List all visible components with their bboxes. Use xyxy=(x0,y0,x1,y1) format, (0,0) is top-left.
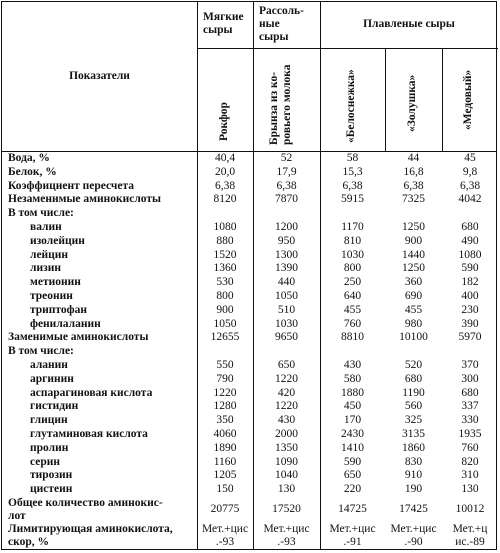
cell: 10100 xyxy=(399,331,428,344)
cell: 760 xyxy=(461,441,479,454)
cell: 1220 xyxy=(275,372,298,385)
cell: 300 xyxy=(461,372,479,385)
cell: 650 xyxy=(343,469,362,482)
row-label: аланин xyxy=(30,359,68,371)
cell: 640 xyxy=(343,290,362,302)
cell: 8120 xyxy=(213,193,237,206)
cell: 650 xyxy=(277,359,296,371)
cell: 1860 xyxy=(402,441,425,454)
cell: 1205 xyxy=(213,469,237,482)
cell: 6,38 xyxy=(403,179,424,192)
cell: 455 xyxy=(343,303,362,316)
header-divider xyxy=(197,48,498,49)
cell: 4042 xyxy=(458,193,482,206)
cell: 8810 xyxy=(341,331,364,344)
cell: 1090 xyxy=(275,455,298,468)
column-zolushka: «Золушка» xyxy=(406,74,418,132)
cell: 900 xyxy=(216,303,234,316)
row-label: серин xyxy=(30,455,60,468)
cell: 20775 xyxy=(210,503,240,515)
cell: 2430 xyxy=(341,428,364,440)
cell: 130 xyxy=(277,483,296,496)
row-label: Коэффициент пересчета xyxy=(8,179,134,192)
cell: 52 xyxy=(280,152,293,164)
cell: 220 xyxy=(343,483,362,496)
amino-acid-table xyxy=(1,1,497,550)
row-label: валин xyxy=(30,221,62,233)
cell: 1440 xyxy=(402,248,425,261)
row-label: аргинин xyxy=(30,372,74,385)
column-brynza: Брынза из ко-ровьего молока xyxy=(268,64,293,145)
cell: 680 xyxy=(461,386,479,399)
table-row-total xyxy=(2,497,496,523)
cell: 510 xyxy=(277,303,296,316)
row-label: Вода, % xyxy=(8,152,50,164)
cell: 17425 xyxy=(399,503,428,515)
cell: Мет.+цис xyxy=(329,523,376,535)
column-medovyi: «Медовый» xyxy=(462,69,474,130)
cell: 1170 xyxy=(341,221,364,233)
cell: 490 xyxy=(461,234,479,247)
cell: 680 xyxy=(461,221,479,233)
cell: 520 xyxy=(404,359,423,371)
cell: 360 xyxy=(404,276,423,289)
cell: 950 xyxy=(277,234,296,247)
cell: 1030 xyxy=(341,248,364,261)
row-label: Общее количество аминокис- xyxy=(8,497,163,509)
cell: 17,9 xyxy=(276,165,297,178)
cell: 5970 xyxy=(458,331,482,344)
row-label: изолейцин xyxy=(30,234,85,247)
row-label: лизин xyxy=(30,262,61,275)
cell: 800 xyxy=(343,262,362,275)
cell: 10012 xyxy=(455,503,485,515)
cell: 1890 xyxy=(213,441,237,454)
cell: 1935 xyxy=(458,428,482,440)
brine-cheeses-header: Рассоль-ные сыры xyxy=(259,5,304,43)
cell: 1250 xyxy=(402,221,425,233)
cell: 810 xyxy=(343,234,362,247)
row-label: фенилаланин xyxy=(30,317,101,330)
cell: 130 xyxy=(461,483,479,496)
cell: 530 xyxy=(216,276,234,289)
cell: 800 xyxy=(216,290,234,302)
cell: 310 xyxy=(461,469,479,482)
cell: 1410 xyxy=(341,441,364,454)
cell: 3135 xyxy=(402,428,425,440)
cell: 830 xyxy=(404,455,423,468)
cell: 980 xyxy=(404,317,423,330)
cell: 6,38 xyxy=(276,179,297,192)
row-label: В том числе: xyxy=(8,207,74,220)
cell: 7870 xyxy=(275,193,298,206)
cell: 58 xyxy=(346,152,359,164)
cell: ис.-89 xyxy=(455,536,485,548)
row-label: пролин xyxy=(30,441,69,454)
cell: Мет.+цис xyxy=(201,523,249,535)
cell: .-91 xyxy=(343,536,362,548)
row-label: глутаминовая кислота xyxy=(30,428,148,440)
cell: 1350 xyxy=(275,441,298,454)
cell: 1080 xyxy=(458,248,482,261)
cell: 1050 xyxy=(213,317,237,330)
cell: 4060 xyxy=(213,428,237,440)
cell: 440 xyxy=(277,276,296,289)
cell: 15,3 xyxy=(342,165,363,178)
cell: 9650 xyxy=(275,331,298,344)
row-label: цистеин xyxy=(30,483,73,496)
cell: 420 xyxy=(277,386,296,399)
cell: 790 xyxy=(216,372,234,385)
cell: 182 xyxy=(461,276,479,289)
cell: 1300 xyxy=(275,248,298,261)
column-roquefort: Рокфор xyxy=(218,102,230,141)
row-label: треонин xyxy=(30,290,73,302)
cell: 230 xyxy=(461,303,479,316)
cell: 1520 xyxy=(213,248,237,261)
cell: 580 xyxy=(343,372,362,385)
cell: 9,8 xyxy=(462,165,478,178)
cell: 1880 xyxy=(341,386,364,399)
cell: 400 xyxy=(461,290,479,302)
cell: 1030 xyxy=(275,317,298,330)
cell: 1050 xyxy=(275,290,298,302)
cell: 20,0 xyxy=(214,165,236,178)
cell: 1220 xyxy=(275,400,298,413)
cell: 1360 xyxy=(213,262,237,275)
cell: 880 xyxy=(216,234,234,247)
cell: 6,38 xyxy=(459,179,481,192)
cell: 17520 xyxy=(272,503,301,515)
cell: 6,38 xyxy=(214,179,236,192)
cell: 1200 xyxy=(275,221,298,233)
column-belosnezhka: «Белоснежка» xyxy=(345,69,357,143)
soft-cheeses-header: Мягкие сыры xyxy=(203,11,244,36)
cell: 44 xyxy=(407,152,420,164)
processed-cheeses-header: Плавленые сыры xyxy=(363,18,455,30)
row-label: лейцин xyxy=(30,248,69,261)
cell: 430 xyxy=(277,414,296,427)
row-label: Заменимые аминокислоты xyxy=(8,331,149,344)
row-label: аспарагиновая кислота xyxy=(30,386,153,399)
cell: Мет.+ц xyxy=(452,523,488,535)
cell: 680 xyxy=(404,372,423,385)
row-label: лот xyxy=(8,510,26,522)
cell: 1160 xyxy=(213,455,237,468)
cell: 560 xyxy=(404,400,423,413)
row-label: Незаменимые аминокислоты xyxy=(8,193,162,206)
cell: 16,8 xyxy=(403,165,424,178)
cell: 330 xyxy=(461,414,479,427)
cell: 1040 xyxy=(275,469,298,482)
cell: 5915 xyxy=(341,193,364,206)
indicators-header: Показатели xyxy=(69,70,130,82)
cell: .-90 xyxy=(404,536,423,548)
row-label: триптофан xyxy=(30,303,88,316)
row-label: Белок, % xyxy=(8,165,57,178)
table-row-limiting xyxy=(2,523,496,549)
cell: 1190 xyxy=(402,386,425,399)
cell: 590 xyxy=(343,455,362,468)
cell: 760 xyxy=(343,317,362,330)
cell: 900 xyxy=(404,234,423,247)
cell: Мет.+цис xyxy=(390,523,437,535)
cell: 820 xyxy=(461,455,479,468)
cell: 150 xyxy=(216,483,234,496)
row-label: скор, % xyxy=(8,536,49,548)
cell: .-93 xyxy=(215,536,235,548)
cell: 250 xyxy=(343,276,362,289)
cell: 190 xyxy=(404,483,423,496)
row-label: глицин xyxy=(30,414,68,427)
cell: 910 xyxy=(404,469,423,482)
row-label: гистидин xyxy=(30,400,79,413)
row-label: Лимитирующая аминокислота, xyxy=(8,523,173,535)
cell: 455 xyxy=(404,303,423,316)
cell: .-93 xyxy=(277,536,296,548)
cell: 170 xyxy=(343,414,362,427)
cell: 390 xyxy=(461,317,479,330)
row-label: В том числе: xyxy=(8,345,74,358)
cell: 1280 xyxy=(213,400,237,413)
cell: 430 xyxy=(343,359,362,371)
cell: 550 xyxy=(216,359,234,371)
cell: 1080 xyxy=(213,221,237,233)
cell: 1220 xyxy=(213,386,237,399)
cell: 337 xyxy=(461,400,479,413)
cell: 1390 xyxy=(275,262,298,275)
cell: Мет.+цис xyxy=(263,523,310,535)
cell: 690 xyxy=(404,290,423,302)
cell: 370 xyxy=(461,359,479,371)
col-divider xyxy=(442,48,443,151)
cell: 40,4 xyxy=(214,152,236,164)
col-divider xyxy=(385,48,386,151)
cell: 45 xyxy=(464,152,476,164)
cell: 12655 xyxy=(210,331,240,344)
cell: 6,38 xyxy=(342,179,363,192)
cell: 590 xyxy=(461,262,479,275)
cell: 450 xyxy=(343,400,362,413)
cell: 2000 xyxy=(275,428,298,440)
cell: 1250 xyxy=(402,262,425,275)
cell: 325 xyxy=(404,414,423,427)
row-label: тирозин xyxy=(30,469,73,482)
cell: 7325 xyxy=(402,193,425,206)
row-label: метионин xyxy=(30,276,81,289)
cell: 350 xyxy=(216,414,234,427)
cell: 14725 xyxy=(338,503,367,515)
